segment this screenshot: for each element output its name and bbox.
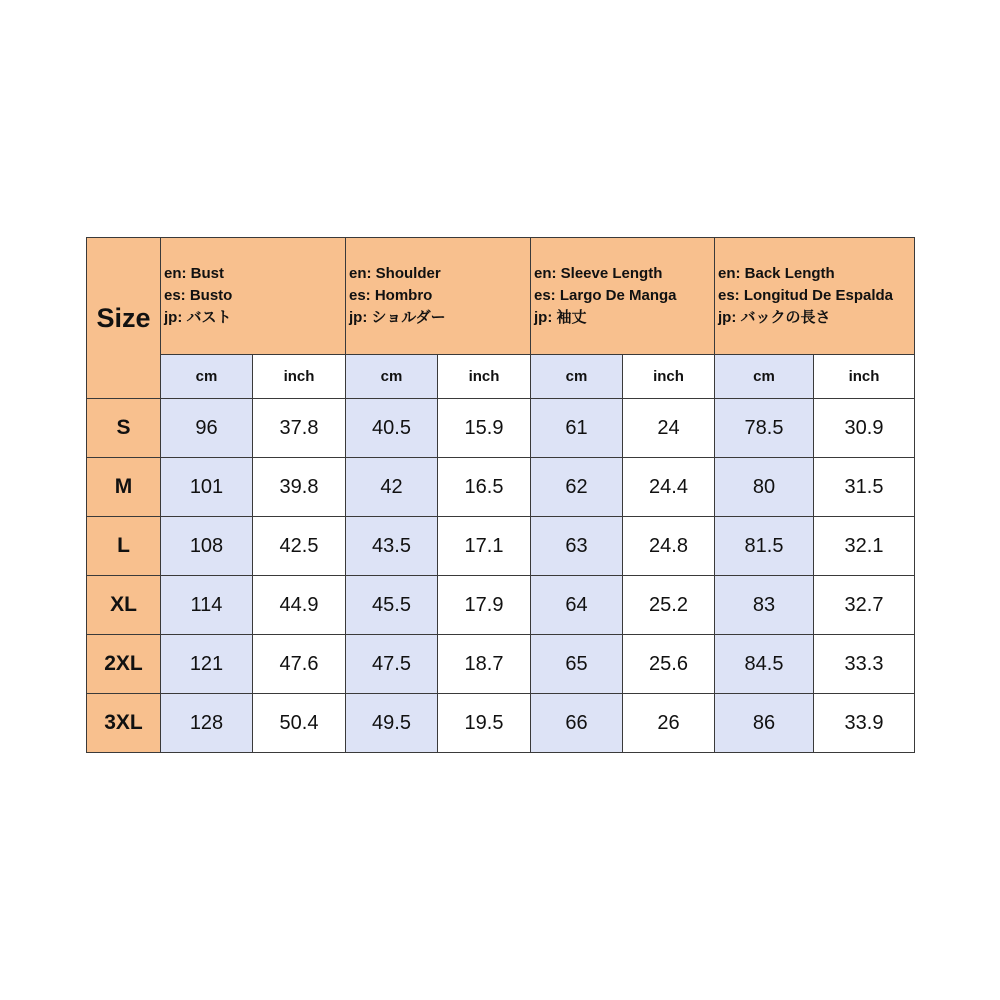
sleeve-length-inch-cell: 24 [623, 399, 715, 458]
bust-header-en: en: Bust [164, 265, 224, 282]
bust-cm-cell: 96 [161, 399, 253, 458]
bust-inch-header: inch [253, 355, 346, 399]
sleeve-length-inch-cell: 26 [623, 694, 715, 753]
shoulder-header [346, 238, 531, 355]
table-row [87, 694, 915, 753]
sleeve-length-inch-cell: 25.6 [623, 635, 715, 694]
shoulder-inch-cell: 18.7 [438, 635, 531, 694]
size-column-header: Size [87, 238, 161, 399]
shoulder-header-es: es: Hombro [349, 287, 433, 304]
shoulder-header-en: en: Shoulder [349, 265, 441, 282]
back-length-cm-cell: 84.5 [715, 635, 814, 694]
sleeve-length-header [531, 238, 715, 355]
sleeve-length-cm-cell: 61 [531, 399, 623, 458]
table-row [87, 576, 915, 635]
sleeve-length-cm-cell: 63 [531, 517, 623, 576]
measurement-header-row [87, 238, 915, 355]
bust-header [161, 238, 346, 355]
back-length-cm-cell: 80 [715, 458, 814, 517]
table-row [87, 458, 915, 517]
shoulder-inch-cell: 16.5 [438, 458, 531, 517]
sleeve-length-cm-cell: 64 [531, 576, 623, 635]
shoulder-cm-cell: 40.5 [346, 399, 438, 458]
back-length-inch-cell: 32.1 [814, 517, 915, 576]
back-length-header-es: es: Longitud De Espalda [718, 287, 894, 304]
size-label: XL [87, 576, 161, 635]
table-row [87, 517, 915, 576]
bust-inch-cell: 39.8 [253, 458, 346, 517]
sleeve-length-inch-cell: 24.4 [623, 458, 715, 517]
back-length-inch-cell: 30.9 [814, 399, 915, 458]
sleeve-length-header-jp: jp: 袖丈 [534, 309, 587, 326]
bust-cm-header: cm [161, 355, 253, 399]
back-length-cm-cell: 81.5 [715, 517, 814, 576]
back-length-inch-header: inch [814, 355, 915, 399]
shoulder-cm-cell: 43.5 [346, 517, 438, 576]
sleeve-length-inch-cell: 25.2 [623, 576, 715, 635]
shoulder-cm-cell: 45.5 [346, 576, 438, 635]
bust-cm-cell: 114 [161, 576, 253, 635]
shoulder-inch-cell: 15.9 [438, 399, 531, 458]
sleeve-length-cm-cell: 62 [531, 458, 623, 517]
shoulder-inch-cell: 17.9 [438, 576, 531, 635]
sleeve-length-cm-cell: 65 [531, 635, 623, 694]
unit-header-row [87, 355, 915, 399]
bust-cm-cell: 108 [161, 517, 253, 576]
bust-header-es: es: Busto [164, 287, 233, 304]
table-row [87, 635, 915, 694]
bust-inch-cell: 42.5 [253, 517, 346, 576]
shoulder-inch-cell: 19.5 [438, 694, 531, 753]
back-length-inch-cell: 31.5 [814, 458, 915, 517]
sleeve-length-inch-cell: 24.8 [623, 517, 715, 576]
bust-cm-cell: 128 [161, 694, 253, 753]
size-label: 3XL [87, 694, 161, 753]
bust-inch-cell: 37.8 [253, 399, 346, 458]
sleeve-length-cm-cell: 66 [531, 694, 623, 753]
size-chart-table [86, 237, 915, 753]
bust-inch-cell: 47.6 [253, 635, 346, 694]
shoulder-inch-header: inch [438, 355, 531, 399]
back-length-header-en: en: Back Length [718, 265, 835, 282]
sleeve-length-cm-header: cm [531, 355, 623, 399]
bust-header-jp: jp: バスト [164, 309, 232, 326]
back-length-header [715, 238, 915, 355]
size-label: 2XL [87, 635, 161, 694]
shoulder-cm-cell: 49.5 [346, 694, 438, 753]
back-length-cm-cell: 78.5 [715, 399, 814, 458]
bust-cm-cell: 101 [161, 458, 253, 517]
back-length-cm-header: cm [715, 355, 814, 399]
shoulder-cm-cell: 42 [346, 458, 438, 517]
size-label: S [87, 399, 161, 458]
shoulder-cm-cell: 47.5 [346, 635, 438, 694]
back-length-inch-cell: 33.3 [814, 635, 915, 694]
bust-cm-cell: 121 [161, 635, 253, 694]
back-length-inch-cell: 32.7 [814, 576, 915, 635]
shoulder-header-jp: jp: ショルダー [349, 309, 446, 326]
sleeve-length-header-es: es: Largo De Manga [534, 287, 677, 304]
back-length-cm-cell: 83 [715, 576, 814, 635]
shoulder-cm-header: cm [346, 355, 438, 399]
back-length-cm-cell: 86 [715, 694, 814, 753]
shoulder-inch-cell: 17.1 [438, 517, 531, 576]
size-label: L [87, 517, 161, 576]
sleeve-length-inch-header: inch [623, 355, 715, 399]
sleeve-length-header-en: en: Sleeve Length [534, 265, 663, 282]
back-length-inch-cell: 33.9 [814, 694, 915, 753]
bust-inch-cell: 50.4 [253, 694, 346, 753]
table-row [87, 399, 915, 458]
size-label: M [87, 458, 161, 517]
bust-inch-cell: 44.9 [253, 576, 346, 635]
back-length-header-jp: jp: バックの長さ [718, 309, 831, 326]
